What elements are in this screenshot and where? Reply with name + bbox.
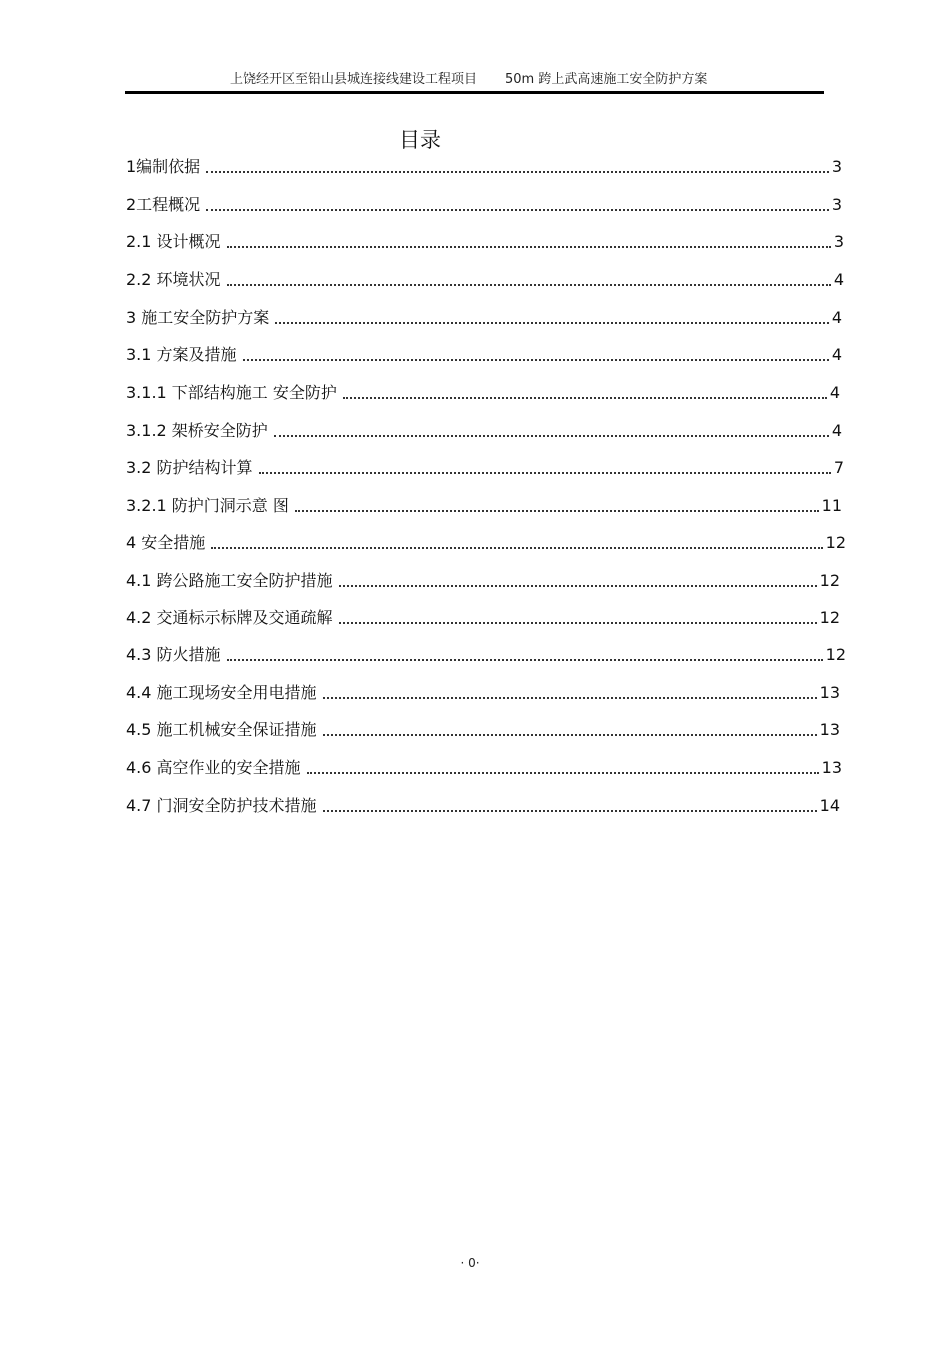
toc-entry-label: 2.2 环境状况 — [126, 270, 221, 289]
toc-entry[interactable] — [126, 795, 840, 817]
toc-entry-page: 4 — [831, 421, 842, 440]
toc-entry[interactable] — [126, 307, 842, 329]
toc-entry-label: 4.3 防火措施 — [126, 645, 221, 664]
toc-entry-label: 4.7 门洞安全防护技术措施 — [126, 796, 317, 815]
toc-entry[interactable] — [126, 682, 840, 704]
toc-entry[interactable] — [126, 495, 842, 517]
toc-entry-label: 3.1.2 架桥安全防护 — [126, 421, 268, 440]
toc-leader-dots — [323, 734, 817, 736]
toc-leader-dots — [307, 772, 819, 774]
toc-entry[interactable] — [126, 570, 840, 592]
toc-entry-label: 4.2 交通标示标牌及交通疏解 — [126, 608, 333, 627]
toc-entry-page: 14 — [819, 796, 840, 815]
toc-entry[interactable] — [126, 719, 840, 741]
toc-entry-page: 12 — [825, 645, 846, 664]
toc-leader-dots — [206, 209, 829, 211]
toc-entry[interactable] — [126, 420, 842, 442]
toc-entry-label: 4.6 高空作业的安全措施 — [126, 758, 301, 777]
toc-entry-page: 4 — [829, 383, 840, 402]
toc-entry-label: 3.2.1 防护门洞示意 图 — [126, 496, 289, 515]
toc-entry-page: 3 — [831, 157, 842, 176]
toc-leader-dots — [211, 547, 822, 549]
toc-entry[interactable] — [126, 757, 842, 779]
toc-leader-dots — [343, 397, 827, 399]
toc-leader-dots — [227, 659, 823, 661]
toc-entry-page: 3 — [831, 195, 842, 214]
toc-entry-page: 13 — [819, 720, 840, 739]
toc-entry-label: 3.1 方案及措施 — [126, 345, 237, 364]
toc-leader-dots — [275, 322, 829, 324]
toc-leader-dots — [295, 510, 819, 512]
toc-entry[interactable] — [126, 156, 842, 178]
toc-entry[interactable] — [126, 607, 840, 629]
toc-entry-page: 4 — [833, 270, 844, 289]
toc-entry-label: 4.1 跨公路施工安全防护措施 — [126, 571, 333, 590]
toc-entry[interactable] — [126, 344, 842, 366]
toc-leader-dots — [259, 472, 831, 474]
toc-entry-label: 4 安全措施 — [126, 533, 206, 552]
toc-entry-page: 13 — [821, 758, 842, 777]
toc-entry-page: 12 — [825, 533, 846, 552]
toc-entry[interactable] — [126, 269, 844, 291]
page-number: · 0· — [460, 1256, 480, 1270]
toc-leader-dots — [323, 810, 817, 812]
toc-entry-page: 12 — [819, 571, 840, 590]
toc-entry-label: 4.4 施工现场安全用电措施 — [126, 683, 317, 702]
toc-entry-page: 3 — [833, 232, 844, 251]
toc-entry-page: 4 — [831, 308, 842, 327]
toc-leader-dots — [227, 284, 831, 286]
header-plan-name: 50m 跨上武高速施工安全防护方案 — [505, 72, 708, 87]
toc-entry-page: 12 — [819, 608, 840, 627]
toc-leader-dots — [274, 435, 829, 437]
toc-leader-dots — [206, 171, 829, 173]
toc-entry-page: 7 — [833, 458, 844, 477]
toc-entry[interactable] — [126, 231, 844, 253]
toc-entry-label: 2工程概况 — [126, 195, 201, 214]
toc-title: 目录 — [399, 128, 441, 152]
toc-leader-dots — [243, 359, 829, 361]
toc-entry-page: 11 — [821, 496, 842, 515]
toc-entry-label: 3.2 防护结构计算 — [126, 458, 253, 477]
toc-leader-dots — [339, 622, 817, 624]
toc-entry-label: 3.1.1 下部结构施工 安全防护 — [126, 383, 337, 402]
toc-entry-page: 4 — [831, 345, 842, 364]
header-rule — [125, 91, 824, 94]
toc-entry-label: 2.1 设计概况 — [126, 232, 221, 251]
toc-entry[interactable] — [126, 644, 846, 666]
toc-leader-dots — [227, 246, 831, 248]
toc-entry[interactable] — [126, 457, 844, 479]
toc-leader-dots — [339, 585, 817, 587]
toc-entry[interactable] — [126, 532, 846, 554]
toc-entry-label: 3 施工安全防护方案 — [126, 308, 270, 327]
toc-entry[interactable] — [126, 194, 842, 216]
header-project-name: 上饶经开区至铅山县城连接线建设工程项目 — [230, 72, 478, 87]
toc-entry-label: 1编制依据 — [126, 157, 201, 176]
toc-entry-label: 4.5 施工机械安全保证措施 — [126, 720, 317, 739]
toc-entry-page: 13 — [819, 683, 840, 702]
toc-leader-dots — [323, 697, 817, 699]
toc-entry[interactable] — [126, 382, 840, 404]
